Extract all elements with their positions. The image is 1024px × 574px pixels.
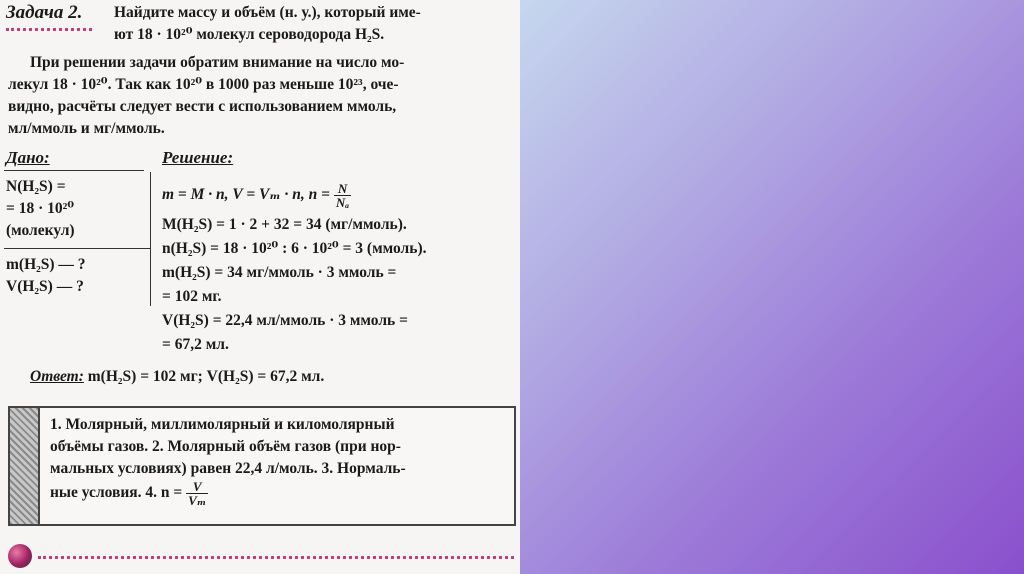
summary-fraction-numerator: V (186, 480, 208, 494)
solution-line-2: M(H₂S) = 1 · 2 + 32 = 34 (мг/ммоль). (162, 216, 407, 233)
solution-line-1 (162, 182, 351, 209)
find-volume: V(H₂S) — ? (6, 278, 84, 295)
intro-line-3: видно, расчёты следует вести с использованием ммоль, (8, 98, 397, 115)
summary-line-3: мальных условиях) равен 22,4 л/моль. 3. Нормаль- (50, 460, 406, 477)
solution-line-7: = 67,2 мл. (162, 336, 229, 353)
task-line-2: ют 18 · 10²⁰ молекул сероводорода H₂S. (114, 26, 385, 43)
given-n-line-3: (молекул) (6, 222, 75, 239)
summary-box (8, 406, 516, 526)
answer-line (30, 366, 324, 388)
bottom-dotted-rule (38, 556, 514, 559)
summary-box-text (50, 414, 510, 507)
solution-line-5: = 102 мг. (162, 288, 222, 305)
task-line-1: Найдите массу и объём (н. у.), который име- (114, 4, 421, 21)
given-n-line-1: N(H₂S) = (6, 178, 66, 195)
summary-box-stripe (10, 408, 40, 524)
summary-fraction-denominator: Vₘ (188, 493, 207, 508)
intro-line-1: При решении задачи обратим внимание на число мо- (30, 54, 405, 71)
summary-line-2: объёмы газов. 2. Молярный объём газов (при нор- (50, 438, 401, 455)
solution-fraction (334, 182, 351, 209)
solution-line-6: V(H₂S) = 22,4 мл/ммоль · 3 ммоль = (162, 312, 408, 329)
summary-line-1: 1. Молярный, миллимолярный и киломолярный (50, 416, 395, 433)
intro-line-2: лекул 18 · 10²⁰. Так как 10²⁰ в 1000 раз меньше 10²³, оче- (8, 76, 399, 93)
given-header: Дано: (6, 148, 50, 167)
summary-line-4-text: ные условия. 4. n = (50, 484, 187, 502)
answer-label: Ответ: (30, 368, 84, 385)
given-find-rule (4, 248, 150, 249)
solution-line-4: m(H₂S) = 34 мг/ммоль · 3 ммоль = (162, 264, 397, 281)
fraction-denominator: Nₐ (335, 195, 350, 210)
summary-fraction (186, 480, 208, 507)
solution-formula-text: m = M · n, V = Vₘ · n, n = (162, 186, 334, 204)
summary-line-4 (50, 480, 510, 507)
given-n-line-2: = 18 · 10²⁰ (6, 200, 75, 217)
answer-text: m(H₂S) = 102 мг; V(H₂S) = 67,2 мл. (87, 368, 325, 385)
given-top-rule (4, 170, 144, 171)
gradient-background (520, 0, 1024, 574)
find-mass: m(H₂S) — ? (6, 256, 86, 273)
intro-line-4: мл/ммоль и мг/ммоль. (8, 120, 165, 137)
solution-header: Решение: (162, 148, 234, 167)
page-marker-icon (8, 544, 32, 568)
task-label-underline (6, 28, 92, 31)
fraction-numerator: N (334, 182, 351, 196)
task-label: Задача 2. (6, 2, 83, 23)
given-divider (150, 172, 151, 306)
solution-line-3: n(H₂S) = 18 · 10²⁰ : 6 · 10²⁰ = 3 (ммоль). (162, 240, 427, 257)
